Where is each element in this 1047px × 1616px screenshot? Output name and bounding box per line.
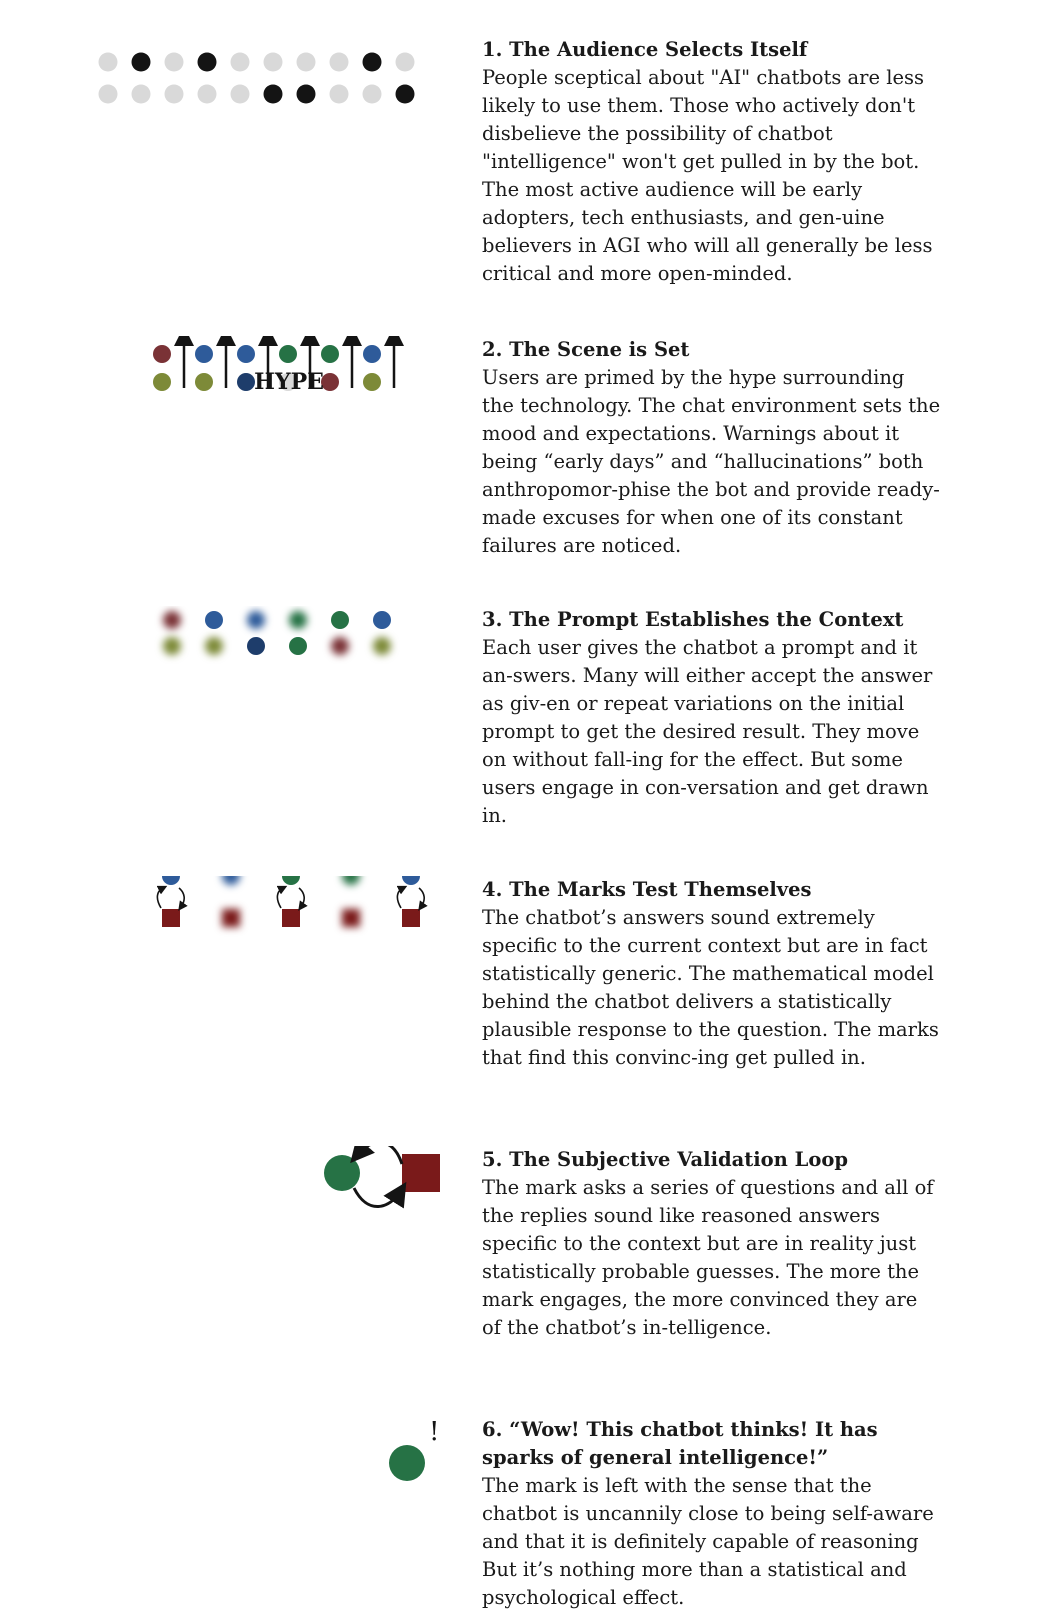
chatbot-square — [282, 909, 300, 927]
user-dot — [153, 373, 171, 391]
audience-dot-believer — [297, 85, 316, 104]
engaged-user-dot — [247, 637, 265, 655]
audience-dot-sceptic — [330, 53, 349, 72]
step-3-body: Each user gives the chatbot a prompt and it an-swers. Many will either accept the answer as giv-en or repeat variations on the initial prompt to get the desired result. They move on without fall-ing for the effect. But some users engage in con-versation and get drawn in. — [482, 636, 933, 827]
blurred-user-dot — [163, 611, 181, 629]
step-2-body: Users are primed by the hype surrounding the technology. The chat environment sets the mood and expectations. Warnings about it being “early days” and “hallucinations” both anthropomor-phise the bot and provide ready-made excuses for when one of its constant failures are noticed. — [482, 366, 941, 557]
step-6-body: The mark is left with the sense that the chatbot is uncannily close to being self-aware and that it is definitely capable of reasoning But it’s nothing more than a statistical and psychological effect. — [482, 1474, 934, 1609]
blurred-user-dot — [289, 611, 307, 629]
user-dot — [279, 345, 297, 363]
hype-illustration — [0, 336, 470, 536]
chatbot-square — [402, 909, 420, 927]
step-2-text — [482, 336, 942, 560]
audience-dot-sceptic — [231, 85, 250, 104]
blurred-pair — [222, 876, 240, 927]
blurred-user-dot — [163, 637, 181, 655]
user-dot — [237, 345, 255, 363]
step-4-text — [482, 876, 942, 1072]
loop-arrow-bottom — [354, 1188, 400, 1207]
audience-dot-believer — [264, 85, 283, 104]
audience-dot-sceptic — [396, 53, 415, 72]
mark-pair — [277, 876, 304, 927]
audience-dot-sceptic — [330, 85, 349, 104]
audience-dot-believer — [132, 53, 151, 72]
user-dot — [363, 345, 381, 363]
loop-arrow — [179, 888, 184, 907]
user-dot — [321, 345, 339, 363]
blurred-user-dot — [331, 637, 349, 655]
audience-dot-sceptic — [198, 85, 217, 104]
chatbot-square — [222, 909, 240, 927]
user-dot — [363, 373, 381, 391]
engaged-user-dot — [331, 611, 349, 629]
mark-dot — [282, 876, 300, 885]
step-1-body: People sceptical about "AI" chatbots are less likely to use them. Those who actively don't disbelieve the possibility of chatbot "intelligence" won't get pulled in by the bot. The most active audience will be early adopters, tech enthusiasts, and gen-uine believers in AGI who will all generally be less critical and more open-minded. — [482, 66, 933, 285]
audience-dot-sceptic — [297, 53, 316, 72]
step-2-title: 2. The Scene is Set — [482, 338, 690, 361]
loop-arrow — [397, 888, 403, 908]
loop-arrow — [277, 888, 283, 908]
chatbot-square — [342, 909, 360, 927]
engaged-user-dot — [205, 611, 223, 629]
loop-arrow-top — [358, 1146, 402, 1164]
audience-dot-believer — [396, 85, 415, 104]
audience-dot-sceptic — [99, 85, 118, 104]
audience-dot-sceptic — [363, 85, 382, 104]
user-dot — [195, 345, 213, 363]
hype-label: HYPE — [254, 369, 324, 395]
step-6-text — [482, 1416, 942, 1612]
blurred-pair — [342, 876, 360, 927]
loop-arrow — [157, 888, 163, 908]
audience-dot-sceptic — [165, 53, 184, 72]
user-dot — [153, 345, 171, 363]
chatbot-square — [162, 909, 180, 927]
step-1-title: 1. The Audience Selects Itself — [482, 38, 808, 61]
prompt-context-illustration — [0, 606, 470, 806]
mark-pair — [157, 876, 184, 927]
exclamation-mark: ! — [429, 1417, 440, 1447]
mark-circle — [324, 1155, 360, 1191]
audience-dot-sceptic — [264, 53, 283, 72]
chatbot-square — [402, 1154, 440, 1192]
audience-dot-sceptic — [99, 53, 118, 72]
engaged-user-dot — [373, 611, 391, 629]
mark-dot — [342, 876, 360, 885]
loop-arrow — [419, 888, 424, 907]
loop-arrow — [299, 888, 304, 907]
convinced-mark-illustration — [0, 1416, 470, 1616]
step-1-text — [482, 36, 942, 288]
validation-loop-illustration — [0, 1146, 470, 1346]
engaged-user-dot — [289, 637, 307, 655]
blurred-user-dot — [205, 637, 223, 655]
audience-dot-sceptic — [231, 53, 250, 72]
mark-dot — [222, 876, 240, 885]
marks-test-illustration — [0, 876, 470, 1076]
audience-dot-sceptic — [132, 85, 151, 104]
mark-dot — [402, 876, 420, 885]
step-4-body: The chatbot’s answers sound extremely specific to the current context but are in fact statistically generic. The mathematical model behind the chatbot delivers a statistically plausible response to the question. The marks that find this convinc-ing get pulled in. — [482, 906, 939, 1069]
audience-dots-illustration — [0, 36, 470, 236]
convinced-mark-circle — [389, 1445, 425, 1481]
step-5-text — [482, 1146, 942, 1342]
audience-dot-believer — [198, 53, 217, 72]
user-dot — [237, 373, 255, 391]
audience-dot-believer — [363, 53, 382, 72]
mark-dot — [162, 876, 180, 885]
user-dot — [195, 373, 213, 391]
step-5-body: The mark asks a series of questions and all of the replies sound like reasoned answers specific to the context but are in reality just statistically probable guesses. The more the mark engages, the more convinced they are of the chatbot’s in-telligence. — [482, 1176, 934, 1339]
mark-pair — [397, 876, 424, 927]
step-5-title: 5. The Subjective Validation Loop — [482, 1148, 849, 1171]
step-3-title: 3. The Prompt Establishes the Context — [482, 608, 904, 631]
audience-dot-sceptic — [165, 85, 184, 104]
blurred-user-dot — [373, 637, 391, 655]
blurred-user-dot — [247, 611, 265, 629]
step-3-text — [482, 606, 942, 830]
step-6-title: 6. “Wow! This chatbot thinks! It has sparks of general intelligence!” — [482, 1418, 878, 1469]
step-4-title: 4. The Marks Test Themselves — [482, 878, 812, 901]
